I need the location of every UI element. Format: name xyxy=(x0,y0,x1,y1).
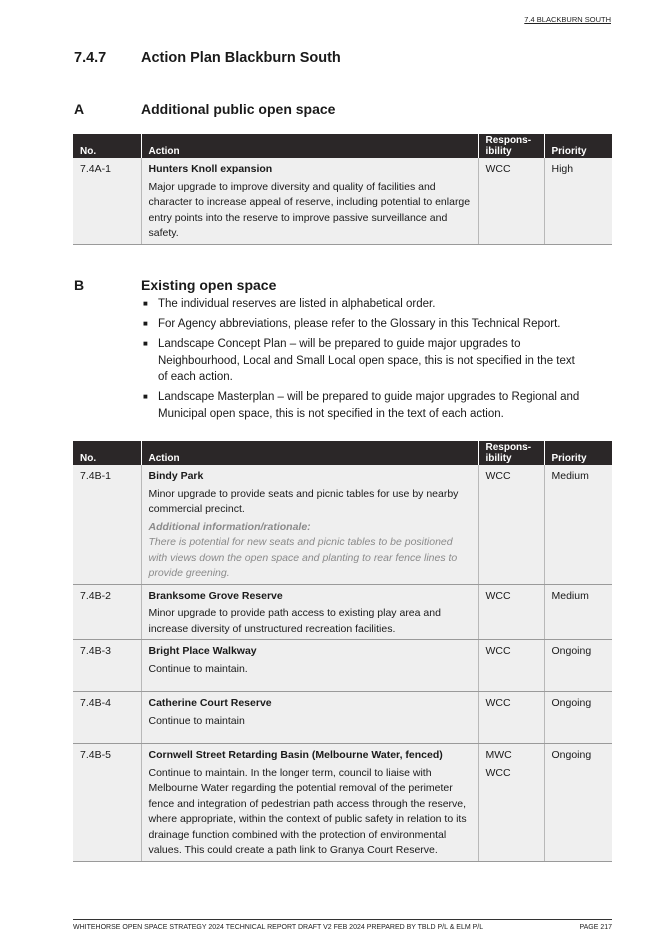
action-cell xyxy=(141,640,478,692)
action-responsibility-secondary: WCC xyxy=(485,766,511,779)
list-item-text: Landscape Concept Plan – will be prepared to guide major upgrades to Neighbourhood, Local and Small Local open space, this is not specified in the text of each action. xyxy=(158,338,575,384)
bullet-icon: ■ xyxy=(143,299,148,308)
action-no: 7.4B-4 xyxy=(73,692,141,744)
action-responsibility: MWC xyxy=(485,749,512,761)
action-responsibility: WCC xyxy=(478,584,544,640)
subsection-b-title: Existing open space xyxy=(141,277,277,293)
action-priority: Medium xyxy=(544,584,612,640)
rationale-heading: Additional information/rationale: xyxy=(148,520,311,533)
bullet-icon: ■ xyxy=(143,339,148,349)
action-no: 7.4B-3 xyxy=(73,640,141,692)
action-name: Cornwell Street Retarding Basin (Melbourne Water, fenced) xyxy=(148,749,443,761)
action-name: Branksome Grove Reserve xyxy=(148,589,283,602)
action-description: Continue to maintain. In the longer term, council to liaise with Melbourne Water regarding the potential removal of the perimeter fence and integration of pedestrian path access through the reserve, where appropriate, within the context of public safety in relation to its drainage function combined with the protection of environmental values. This could create a path link to Granya Court Reserve. xyxy=(148,766,467,856)
action-description: Major upgrade to improve diversity and quality of facilities and character to increase appeal of reserve, including potential to enlarge entry points into the reserve to improve passive surveillance and safety. xyxy=(148,180,471,239)
list-item xyxy=(142,296,586,313)
action-table-b xyxy=(73,441,612,862)
subsection-b-letter: B xyxy=(74,277,85,293)
action-description: Minor upgrade to provide seats and picnic tables for use by nearby commercial precinct. xyxy=(148,487,459,515)
list-item-text: Landscape Masterplan – will be prepared to guide major upgrades to Regional and Municipal open space, this is not specified in the text of each action. xyxy=(158,391,580,421)
header-action: Action xyxy=(141,441,478,465)
action-priority: Ongoing xyxy=(544,744,612,862)
action-description: Continue to maintain. xyxy=(148,662,248,675)
footer-rule xyxy=(73,919,612,920)
running-head: 7.4 BLACKBURN SOUTH xyxy=(524,15,611,24)
rationale-text: There is potential for new seats and picnic tables to be positioned with views down the open space and planting to rear fence lines to provide greening. xyxy=(148,536,458,579)
subsection-a-heading xyxy=(74,101,335,117)
action-responsibility: WCC xyxy=(478,692,544,744)
notes-list xyxy=(142,296,586,426)
table-row xyxy=(73,640,612,692)
header-priority: Priority xyxy=(544,441,612,465)
header-priority: Priority xyxy=(544,134,612,158)
list-item-text: The individual reserves are listed in alphabetical order. xyxy=(158,298,436,310)
action-cell xyxy=(141,692,478,744)
action-responsibility: WCC xyxy=(478,465,544,584)
table-row xyxy=(73,465,612,584)
action-priority: Ongoing xyxy=(544,640,612,692)
action-table-a xyxy=(73,134,612,245)
action-responsibility: WCC xyxy=(478,158,544,244)
action-no: 7.4B-5 xyxy=(73,744,141,862)
footer-text: WHITEHORSE OPEN SPACE STRATEGY 2024 TECHNICAL REPORT DRAFT V2 FEB 2024 PREPARED BY TBLD P/L & ELM P/L xyxy=(73,924,484,931)
subsection-a-title: Additional public open space xyxy=(141,101,336,117)
table-row xyxy=(73,158,612,244)
header-no: No. xyxy=(73,134,141,158)
action-priority: Medium xyxy=(544,465,612,584)
action-no: 7.4B-1 xyxy=(73,465,141,584)
bullet-icon: ■ xyxy=(143,319,148,329)
action-name: Bright Place Walkway xyxy=(148,645,257,657)
header-no: No. xyxy=(73,441,141,465)
section-heading xyxy=(74,50,341,66)
list-item xyxy=(142,336,586,386)
action-cell xyxy=(141,744,478,862)
table-row xyxy=(73,744,612,862)
bullet-icon: ■ xyxy=(143,392,148,402)
page-number: PAGE 217 xyxy=(579,924,612,931)
subsection-b-heading xyxy=(74,277,276,293)
action-description: Minor upgrade to provide path access to existing play area and increase diversity of unstructured recreation facilities. xyxy=(148,607,441,635)
list-item xyxy=(142,316,586,333)
action-priority: Ongoing xyxy=(544,692,612,744)
table-header-row xyxy=(73,134,612,158)
action-cell xyxy=(141,465,478,584)
section-number: 7.4.7 xyxy=(74,50,107,66)
subsection-a-letter: A xyxy=(74,101,85,117)
page-footer xyxy=(73,924,612,931)
table-row xyxy=(73,584,612,640)
row-spacer xyxy=(149,729,472,741)
header-action: Action xyxy=(141,134,478,158)
action-name: Catherine Court Reserve xyxy=(148,697,272,709)
action-responsibility: WCC xyxy=(478,640,544,692)
action-name: Bindy Park xyxy=(148,470,204,482)
row-spacer xyxy=(149,677,472,689)
action-no: 7.4B-2 xyxy=(73,584,141,640)
action-description: Continue to maintain xyxy=(148,714,245,727)
action-cell xyxy=(141,584,478,640)
table-row xyxy=(73,692,612,744)
action-cell xyxy=(141,158,478,244)
action-priority: High xyxy=(544,158,612,244)
header-responsibility: Respons- ibility xyxy=(478,134,544,158)
list-item-text: For Agency abbreviations, please refer to the Glossary in this Technical Report. xyxy=(158,318,561,331)
action-responsibility-cell xyxy=(478,744,544,862)
header-responsibility: Respons- ibility xyxy=(478,441,544,465)
action-no: 7.4A-1 xyxy=(73,158,141,244)
table-header-row xyxy=(73,441,612,465)
list-item xyxy=(142,389,586,422)
action-name: Hunters Knoll expansion xyxy=(148,163,273,175)
section-title: Action Plan Blackburn South xyxy=(141,50,341,66)
